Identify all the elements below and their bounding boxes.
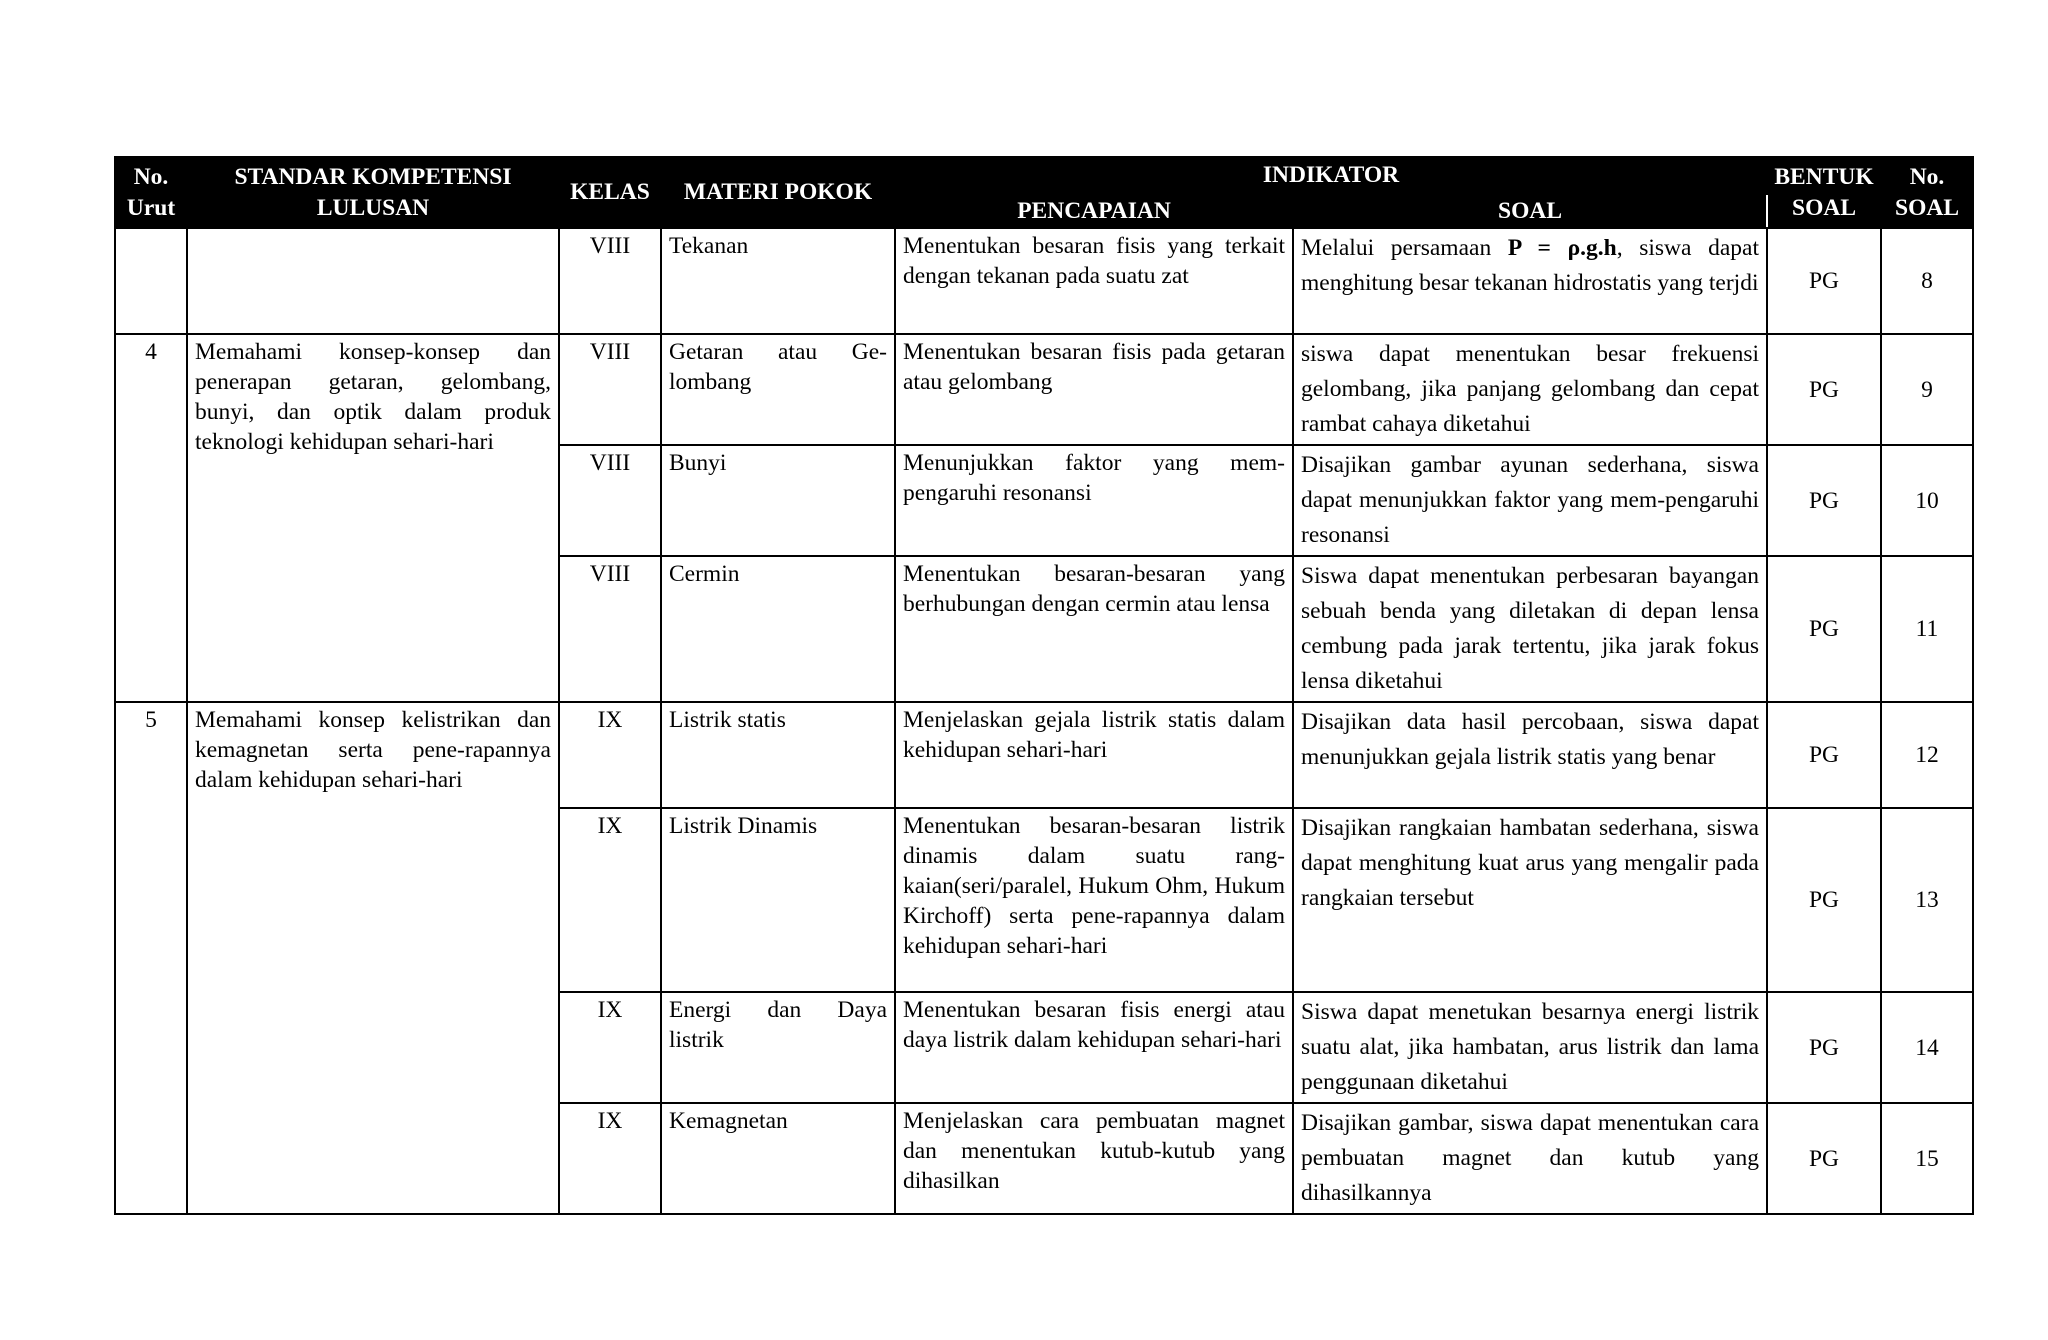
bentuk-value: PG <box>1808 887 1840 913</box>
header-no-soal <box>1881 157 1973 228</box>
header-soal <box>1293 194 1767 228</box>
cell-soal <box>1293 228 1767 334</box>
pencapaian-text: Menentukan besaran fisis pada getaran atau gelombang <box>903 339 1285 395</box>
cell-nomor <box>1881 228 1973 334</box>
cell-kelas <box>559 445 661 556</box>
kelas-value: VIII <box>589 450 631 476</box>
no-urut-value: 5 <box>145 707 157 733</box>
bentuk-value: PG <box>1808 1034 1840 1061</box>
header-materi-pokok <box>661 157 895 228</box>
cell-bentuk <box>1767 702 1881 808</box>
nomor-value: 10 <box>1915 487 1939 514</box>
standar-text: Memahami konsep-konsep dan penerapan getaran, gelombang, bunyi, dan optik dalam produk teknologi kehidupan sehari-hari <box>195 339 551 455</box>
pencapaian-text: Menunjukkan faktor yang mem-pengaruhi resonansi <box>903 450 1285 506</box>
cell-no-urut <box>115 702 187 1214</box>
nomor-value: 13 <box>1915 887 1939 913</box>
bentuk-value: PG <box>1808 616 1840 642</box>
header-materi-label: MATERI POKOK <box>683 179 873 205</box>
soal-text: Disajikan gambar, siswa dapat menentukan cara pembuatan magnet dan kutub yang dihasilkannya <box>1301 1110 1759 1206</box>
no-urut-value: 4 <box>145 339 157 365</box>
pencapaian-text: Menjelaskan cara pembuatan magnet dan menentukan kutub-kutub yang dihasilkan <box>903 1108 1285 1194</box>
soal-text: Melalui persamaan <box>1301 235 1508 261</box>
soal-text: Disajikan rangkaian hambatan sederhana, siswa dapat menghitung kuat arus yang mengalir pada rangkaian tersebut <box>1301 815 1759 911</box>
header-no-urut <box>115 157 187 228</box>
standar-text: Memahami konsep kelistrikan dan kemagnetan serta pene-rapannya dalam kehidupan sehari-hari <box>195 707 551 793</box>
kelas-value: VIII <box>589 339 631 365</box>
cell-kelas <box>559 808 661 992</box>
cell-pencapaian <box>895 228 1293 334</box>
header-standar-label: STANDAR KOMPETENSI LULUSAN <box>234 163 512 221</box>
soal-text-cont: , siswa dapat menghitung besar tekanan hidrostatis yang terjdi <box>1301 235 1759 296</box>
materi-text: Listrik Dinamis <box>669 813 818 839</box>
header-kelas-label: KELAS <box>570 179 650 205</box>
nomor-value: 12 <box>1915 742 1939 768</box>
bentuk-value: PG <box>1808 742 1840 768</box>
kelas-value: IX <box>597 813 623 839</box>
cell-soal <box>1293 702 1767 808</box>
cell-nomor <box>1881 556 1973 702</box>
cell-pencapaian <box>895 702 1293 808</box>
pencapaian-text: Menentukan besaran-besaran listrik dinamis dalam suatu rang-kaian(seri/paralel, Hukum Ohm, Hukum Kirchoff) serta pene-rapannya dalam kehidupan sehari-hari <box>903 813 1285 959</box>
cell-pencapaian <box>895 556 1293 702</box>
header-bentuk-soal <box>1767 157 1881 228</box>
pencapaian-text: Menjelaskan gejala listrik statis dalam kehidupan sehari-hari <box>903 707 1285 763</box>
cell-materi <box>661 228 895 334</box>
cell-no-urut <box>115 334 187 702</box>
cell-materi <box>661 992 895 1103</box>
soal-text: Disajikan gambar ayunan sederhana, siswa dapat menunjukkan faktor yang mem-pengaruhi resonansi <box>1301 452 1759 548</box>
materi-text: Kemagnetan <box>669 1108 788 1134</box>
header-kelas <box>559 157 661 228</box>
soal-text: siswa dapat menentukan besar frekuensi gelombang, jika panjang gelombang dan cepat rambat cahaya diketahui <box>1301 341 1759 437</box>
cell-nomor <box>1881 334 1973 445</box>
kisi-kisi-table <box>114 156 1974 1215</box>
nomor-value: 11 <box>1915 616 1939 642</box>
cell-standar <box>187 702 559 1214</box>
cell-materi <box>661 1103 895 1214</box>
cell-nomor <box>1881 808 1973 992</box>
header-no-soal-label: No. SOAL <box>1895 163 1959 221</box>
cell-soal <box>1293 445 1767 556</box>
cell-kelas <box>559 334 661 445</box>
soal-text: Siswa dapat menentukan perbesaran bayangan sebuah benda yang diletakan di depan lensa cembung pada jarak tertentu, jika jarak fokus lensa diketahui <box>1301 563 1759 694</box>
kelas-value: IX <box>597 1108 623 1134</box>
cell-kelas <box>559 228 661 334</box>
cell-bentuk <box>1767 556 1881 702</box>
cell-pencapaian <box>895 808 1293 992</box>
materi-text: Tekanan <box>669 233 749 259</box>
cell-materi <box>661 808 895 992</box>
nomor-value: 8 <box>1921 268 1933 294</box>
cell-soal <box>1293 1103 1767 1214</box>
cell-nomor <box>1881 992 1973 1103</box>
kelas-value: IX <box>597 997 623 1023</box>
table-header <box>115 157 1973 228</box>
cell-materi <box>661 556 895 702</box>
header-indikator <box>895 157 1767 194</box>
table-row <box>115 702 1973 808</box>
table-row <box>115 228 1973 334</box>
cell-bentuk <box>1767 992 1881 1103</box>
cell-standar <box>187 228 559 334</box>
bentuk-value: PG <box>1808 268 1840 294</box>
bentuk-value: PG <box>1808 376 1840 403</box>
materi-text: Getaran atau Ge-lombang <box>669 339 887 395</box>
cell-pencapaian <box>895 992 1293 1103</box>
bentuk-value: PG <box>1808 487 1840 514</box>
cell-bentuk <box>1767 1103 1881 1214</box>
cell-kelas <box>559 1103 661 1214</box>
materi-text: Listrik statis <box>669 707 786 733</box>
header-indikator-label: INDIKATOR <box>1262 162 1400 188</box>
header-pencapaian <box>895 194 1293 228</box>
header-soal-label: SOAL <box>1498 197 1562 224</box>
header-no-urut-label: No. Urut <box>126 163 176 221</box>
cell-bentuk <box>1767 808 1881 992</box>
cell-soal <box>1293 808 1767 992</box>
pencapaian-text: Menentukan besaran-besaran yang berhubungan dengan cermin atau lensa <box>903 561 1285 617</box>
cell-no-urut <box>115 228 187 334</box>
header-pencapaian-label: PENCAPAIAN <box>1017 197 1171 224</box>
cell-kelas <box>559 556 661 702</box>
cell-pencapaian <box>895 445 1293 556</box>
cell-nomor <box>1881 1103 1973 1214</box>
cell-pencapaian <box>895 1103 1293 1214</box>
cell-materi <box>661 334 895 445</box>
bentuk-value: PG <box>1808 1145 1840 1172</box>
nomor-value: 14 <box>1915 1034 1939 1061</box>
kelas-value: VIII <box>589 233 631 259</box>
header-bentuk-label: BENTUK SOAL <box>1774 163 1874 221</box>
cell-soal <box>1293 334 1767 445</box>
cell-bentuk <box>1767 445 1881 556</box>
cell-kelas <box>559 702 661 808</box>
soal-text: Siswa dapat menetukan besarnya energi listrik suatu alat, jika hambatan, arus listrik dan lama penggunaan diketahui <box>1301 999 1759 1095</box>
cell-soal <box>1293 556 1767 702</box>
header-standar-kompetensi <box>187 157 559 228</box>
materi-text: Bunyi <box>669 450 727 476</box>
cell-nomor <box>1881 702 1973 808</box>
cell-bentuk <box>1767 228 1881 334</box>
kelas-value: VIII <box>589 561 631 587</box>
cell-bentuk <box>1767 334 1881 445</box>
cell-nomor <box>1881 445 1973 556</box>
pencapaian-text: Menentukan besaran fisis energi atau daya listrik dalam kehidupan sehari-hari <box>903 997 1285 1053</box>
pressure-formula: P = ρ.g.h <box>1507 235 1617 261</box>
soal-text: Disajikan data hasil percobaan, siswa dapat menunjukkan gejala listrik statis yang benar <box>1301 709 1759 770</box>
table-row <box>115 334 1973 445</box>
cell-materi <box>661 702 895 808</box>
kelas-value: IX <box>597 707 623 733</box>
cell-standar <box>187 334 559 702</box>
nomor-value: 9 <box>1921 376 1933 403</box>
cell-soal <box>1293 992 1767 1103</box>
cell-materi <box>661 445 895 556</box>
cell-pencapaian <box>895 334 1293 445</box>
materi-text: Energi dan Daya listrik <box>669 997 887 1053</box>
pencapaian-text: Menentukan besaran fisis yang terkait dengan tekanan pada suatu zat <box>903 233 1285 289</box>
nomor-value: 15 <box>1915 1145 1939 1172</box>
cell-kelas <box>559 992 661 1103</box>
materi-text: Cermin <box>669 561 740 587</box>
